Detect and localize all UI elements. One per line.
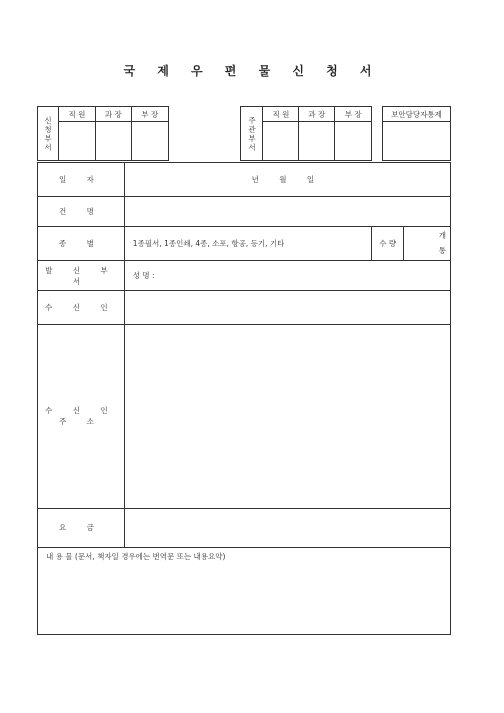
recipient-field[interactable] (124, 291, 450, 325)
contents-label: 내 용 물 (문서, 책자일 경우에는 번역문 또는 내용요약) (46, 552, 226, 562)
quantity-field[interactable] (404, 227, 451, 261)
approval-table (37, 106, 451, 161)
type-options[interactable]: 1종필서, 1종인쇄, 4종, 소포, 항공, 등기, 기타 (124, 227, 371, 261)
applicant-staff-header: 직 원 (58, 107, 95, 122)
type-label: 종 별 (38, 227, 125, 261)
sender-name-label[interactable]: 성 명 : (124, 260, 450, 291)
unit-gae: 개 (438, 231, 446, 241)
contents-field[interactable] (38, 548, 451, 635)
managing-staff-sign[interactable] (263, 122, 299, 161)
managing-chief-header: 과 장 (299, 107, 335, 122)
date-value[interactable]: 년 월 일 (124, 163, 450, 197)
recipient-label: 수 신 인 (38, 291, 125, 325)
sender-dept-label: 발 신 부 서 (38, 260, 125, 291)
applicant-head-header: 부 장 (131, 107, 168, 122)
applicant-staff-sign[interactable] (58, 122, 95, 161)
applicant-dept-label: 신청부서 (38, 107, 59, 161)
approval-gap (168, 107, 241, 161)
fee-field[interactable] (124, 508, 450, 548)
security-header: 보안담당자통제 (383, 107, 451, 122)
approval-gap-2 (372, 107, 383, 161)
form-title: 국 제 우 편 물 신 청 서 (123, 64, 381, 78)
managing-head-sign[interactable] (335, 122, 372, 161)
managing-dept-label: 주관부서 (241, 107, 263, 161)
managing-staff-header: 직 원 (263, 107, 299, 122)
address-label: 수 신 인 주 소 (38, 325, 125, 508)
quantity-label: 수 량 (372, 227, 404, 261)
managing-chief-sign[interactable] (299, 122, 335, 161)
address-field[interactable] (124, 325, 450, 508)
subject-label: 건 명 (38, 196, 125, 227)
applicant-head-sign[interactable] (131, 122, 168, 161)
main-form-table (37, 162, 451, 635)
security-sign[interactable] (383, 122, 451, 161)
managing-head-header: 부 장 (335, 107, 372, 122)
fee-label: 요 금 (38, 508, 125, 548)
unit-tong: 통 (438, 245, 446, 255)
applicant-chief-sign[interactable] (95, 122, 131, 161)
subject-field[interactable] (124, 196, 450, 227)
date-label: 일 자 (38, 163, 125, 197)
applicant-chief-header: 과 장 (95, 107, 131, 122)
